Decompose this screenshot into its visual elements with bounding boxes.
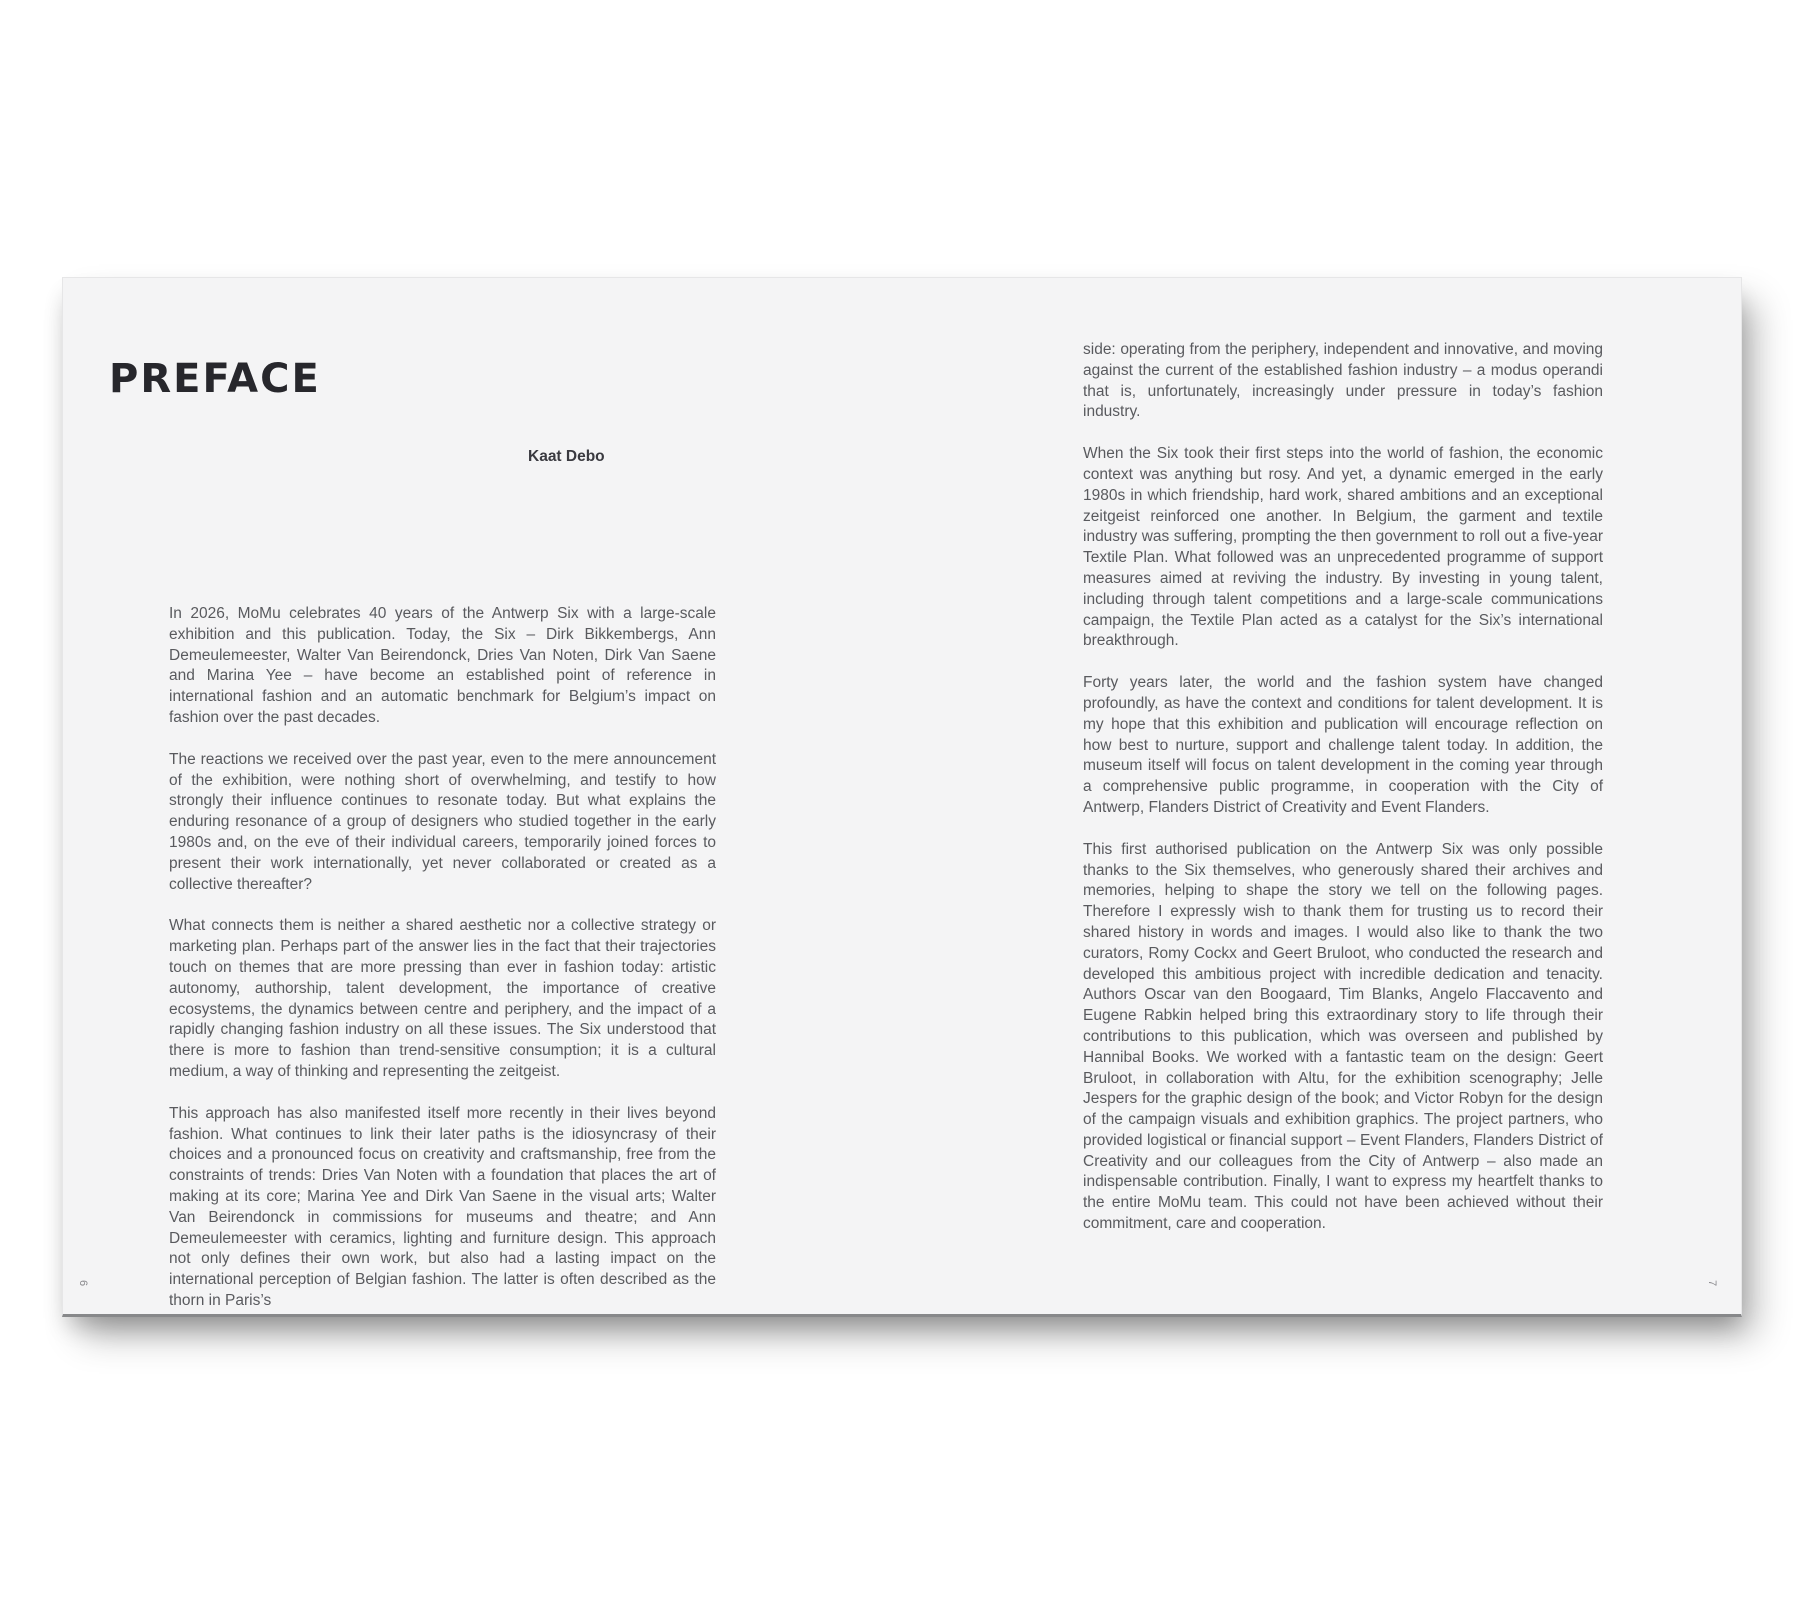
right-text-column — [1083, 340, 1603, 1235]
paragraph: When the Six took their first steps into the world of fashion, the economic context was anything but rosy. And yet, a dynamic emerged in the early 1980s in which friendship, hard work, shared ambitions and an exceptional zeitgeist reinforced one another. In Belgium, the garment and textile industry was suffering, prompting the then government to roll out a five-year Textile Plan. What followed was an unprecedented programme of support measures aimed at reviving the industry. By investing in young talent, including through talent competitions and a large-scale communications campaign, the Textile Plan acted as a catalyst for the Six’s international breakthrough. — [1083, 445, 1603, 650]
paragraph: What connects them is neither a shared aesthetic nor a collective strategy or marketing plan. Perhaps part of the answer lies in the fact that their trajectories touch on themes that are more pressing than ever in fashion today: artistic autonomy, authorship, talent development, the importance of creative ecosystems, the dynamics between centre and periphery, and the impact of a rapidly changing fashion industry on all these issues. The Six understood that there is more to fashion than trend-sensitive consumption; it is a cultural medium, a way of thinking and representing the zeitgeist. — [169, 917, 716, 1080]
page-title: PREFACE — [109, 356, 321, 402]
paragraph: This approach has also manifested itself more recently in their lives beyond fashion. What continues to link their later paths is the idiosyncrasy of their choices and a pronounced focus on creativity and craftsmanship, free from the constraints of trends: Dries Van Noten with a foundation that places the art of making at its core; Marina Yee and Dirk Van Saene in the visual arts; Walter Van Beirendonck in commissions for museums and theatre; and Ann Demeulemeester with ceramics, lighting and furniture design. This approach not only defines their own work, but also had a lasting impact on the international perception of Belgian fashion. The latter is often described as the thorn in Paris’s — [169, 1104, 716, 1309]
paragraph: In 2026, MoMu celebrates 40 years of the Antwerp Six with a large-scale exhibition and this publication. Today, the Six – Dirk Bikkembergs, Ann Demeulemeester, Walter Van Beirendonck, Dries Van Noten, Dirk Van Saene and Marina Yee – have become an established point of reference in international fashion and an automatic benchmark for Belgium’s impact on fashion over the past decades. — [169, 605, 716, 726]
paragraph: side: operating from the periphery, independent and innovative, and moving against the current of the established fashion industry – a modus operandi that is, unfortunately, increasingly under pressure in today’s fashion industry. — [1083, 341, 1603, 421]
left-text-column — [169, 604, 716, 1312]
paragraph: This first authorised publication on the Antwerp Six was only possible thanks to the Six themselves, who generously shared their archives and memories, helping to shape the story we tell on the following pages. Therefore I expressly wish to thank them for trusting us to record their shared history in words and images. I would also like to thank the two curators, Romy Cockx and Geert Bruloot, who conducted the research and developed this ambitious project with incredible dedication and tenacity. Authors Oscar van den Boogaard, Tim Blanks, Angelo Flaccavento and Eugene Rabkin helped bring this extraordinary story to life through their contributions to this publication, which was overseen and published by Hannibal Books. We worked with a fantastic team on the design: Geert Bruloot, in collaboration with Altu, for the exhibition scenography; Jelle Jespers for the graphic design of the book; and Victor Robyn for the design of the campaign visuals and exhibition graphics. The project partners, who provided logistical or financial support – Event Flanders, Flanders District of Creativity and our colleagues from the City of Antwerp – also made an indispensable contribution. Finally, I want to express my heartfelt thanks to the entire MoMu team. This could not have been achieved without their commitment, care and cooperation. — [1083, 840, 1603, 1233]
author-name: Kaat Debo — [528, 448, 605, 465]
paragraph: The reactions we received over the past year, even to the mere announcement of the exhibition, were nothing short of overwhelming, and testify to how strongly their influence continues to resonate today. But what explains the enduring resonance of a group of designers who studied together in the early 1980s and, on the eve of their individual careers, temporarily joined forces to present their work internationally, yet never collaborated or created as a collective thereafter? — [169, 750, 716, 893]
paragraph: Forty years later, the world and the fashion system have changed profoundly, as have the context and conditions for talent development. It is my hope that this exhibition and publication will encourage reflection on how best to nurture, support and challenge talent today. In addition, the museum itself will focus on talent development in the coming year through a comprehensive public programme, in cooperation with the City of Antwerp, Flanders District of Creativity and Event Flanders. — [1083, 674, 1603, 816]
book-spread — [62, 277, 1742, 1317]
left-page-number: 6 — [77, 1279, 90, 1287]
right-page-number: 7 — [1706, 1279, 1719, 1287]
